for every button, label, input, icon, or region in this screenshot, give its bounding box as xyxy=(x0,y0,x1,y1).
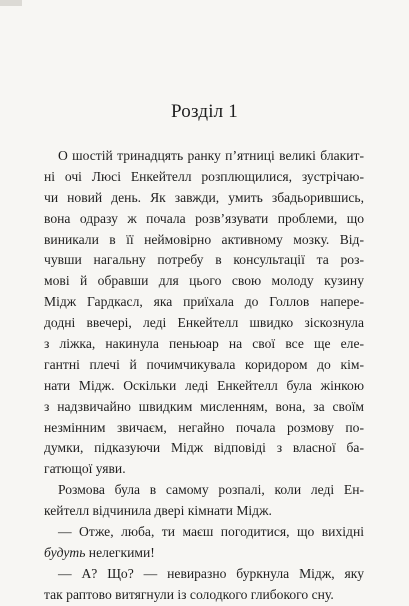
text-line: ні очі Люсі Енкейтелл розплющилися, зустрічаю- xyxy=(44,168,364,184)
text-line: гантні плечі й почимчикувала коридором до кім- xyxy=(44,356,364,372)
chapter-title: Розділ 1 xyxy=(170,101,239,122)
text-line: з ліжка, накинула пеньюар на свої все ще еле- xyxy=(44,336,364,352)
paragraph-1 xyxy=(44,146,364,480)
text-line: нати Мідж. Оскільки леді Енкейтелл була жінкою xyxy=(44,377,364,393)
text-line: Мідж Гардкасл, яка приїхала до Голлов напере- xyxy=(44,294,364,310)
text-line: так раптово витягнули із солодкого глибокого сну. xyxy=(44,586,334,602)
text-line: кейтелл відчинила двері кімнати Мідж. xyxy=(44,503,272,519)
text-line: з надзвичайно швидким мисленням, вона, за своїм xyxy=(44,398,364,414)
text-line: незмінним звичаєм, негайно почала розмову по- xyxy=(44,419,364,435)
text-line: виникали в її неймовірно активному мозку. Від- xyxy=(44,231,364,247)
emphasis-word: будуть xyxy=(44,544,86,560)
text-line: гатющої уяви. xyxy=(44,461,126,477)
scan-edge-mark xyxy=(0,0,22,6)
text-line: мові й обравши для цього свою молоду кузину xyxy=(44,273,364,289)
body-text xyxy=(44,146,364,606)
text-line: вона одразу ж почала розв’язувати проблеми, що xyxy=(44,210,364,226)
text-line-mixed xyxy=(44,543,364,564)
text-line: Розмова була в самому розпалі, коли леді Ен- xyxy=(58,482,364,498)
text-line: додні ввечері, леді Енкейтелл швидко зіскознула xyxy=(44,315,364,331)
text-line: думки, підказуючи Мідж відповіді з власної ба- xyxy=(44,440,364,456)
paragraph-2 xyxy=(44,480,364,522)
paragraph-3 xyxy=(44,522,364,564)
text-line: — А? Що? — невиразно буркнула Мідж, яку xyxy=(58,565,364,581)
text-line: чувши нагальну потребу в консультації та роз- xyxy=(44,252,364,268)
text-fragment: нелегкими! xyxy=(85,544,155,560)
paragraph-4 xyxy=(44,564,364,606)
text-line: — Отже, люба, ти маєш погодитися, що вихідні xyxy=(58,524,364,540)
text-line: чи новий день. Як завжди, умить збадьорившись, xyxy=(44,189,364,205)
text-line: О шостій тринадцять ранку п’ятниці великі блакит- xyxy=(58,148,364,163)
